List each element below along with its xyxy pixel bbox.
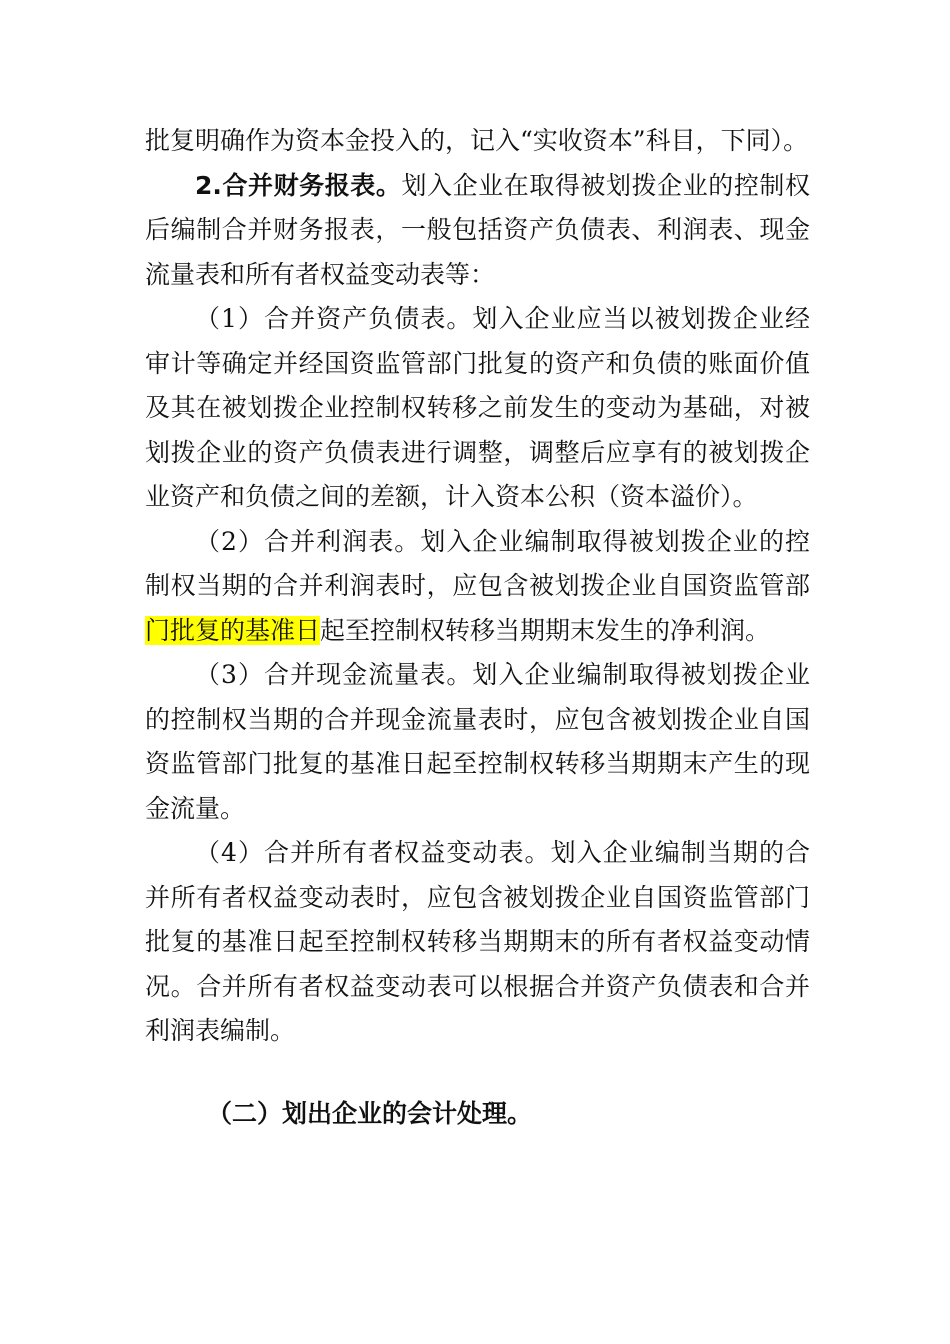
section-heading: （二）划出企业的会计处理。 xyxy=(207,1098,533,1128)
body-text xyxy=(145,119,810,1136)
section-title-bold: 2.合并财务报表。 xyxy=(195,170,402,200)
paragraph-income-statement: （2）合并利润表。划入企业编制取得被划拨企业的控制权当期的合并利润表时，应包含被划拨企业自国资监管部门批复的基准日起至控制权转移当期期末发生的净利润。 xyxy=(145,526,810,645)
paragraph-balance-sheet: （1）合并资产负债表。划入企业应当以被划拨企业经审计等确定并经国资监管部门批复的资产和负债的账面价值及其在被划拨企业控制权转移之前发生的变动为基础，对被划拨企业的资产负债表进行调整，调整后应享有的被划拨企业资产和负债之间的差额，计入资本公积（资本溢价）。 xyxy=(145,304,810,511)
highlighted-text: 门批复的基准日 xyxy=(145,615,321,645)
paragraph-continuation: 批复明确作为资本金投入的，记入“实收资本”科目，下同）。 xyxy=(145,126,809,155)
paragraph-consolidated-statements: 2.合并财务报表。划入企业在取得被划拨企业的控制权后编制合并财务报表，一般包括资产负债表、利润表、现金流量表和所有者权益变动表等： xyxy=(145,170,810,289)
paragraph-cash-flow: （3）合并现金流量表。划入企业编制取得被划拨企业的控制权当期的合并现金流量表时，应包含被划拨企业自国资监管部门批复的基准日起至控制权转移当期期末产生的现金流量。 xyxy=(145,660,810,823)
paragraph-equity-changes: （4）合并所有者权益变动表。划入企业编制当期的合并所有者权益变动表时，应包含被划拨企业自国资监管部门批复的基准日起至控制权转移当期期末的所有者权益变动情况。合并所有者权益变动表可以根据合并资产负债表和合并利润表编制。 xyxy=(145,838,810,1045)
